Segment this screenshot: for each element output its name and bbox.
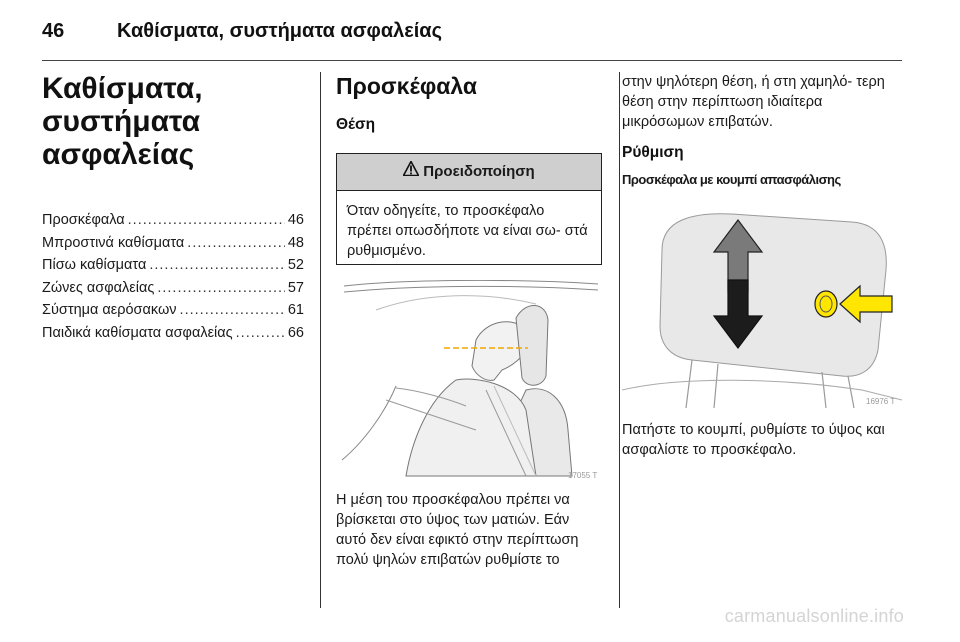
headrest-adjust-illustration	[622, 200, 902, 408]
adjustment-column	[622, 72, 904, 458]
toc-label: Σύστημα αερόσακων	[42, 302, 177, 318]
header-divider	[42, 60, 902, 61]
headrest-position-illustration	[336, 280, 600, 480]
warning-icon	[403, 154, 419, 190]
toc-page: 61	[287, 302, 304, 318]
toc-leader	[180, 299, 285, 322]
section-subtitle: Θέση	[336, 116, 376, 133]
watermark: carmanualsonline.info	[724, 606, 904, 626]
warning-title: Προειδοποίηση	[423, 163, 535, 180]
toc-item[interactable]	[42, 299, 304, 322]
toc-leader	[128, 209, 285, 232]
figure-code-1: 17055 T	[568, 471, 598, 480]
toc-label: Προσκέφαλα	[42, 212, 125, 228]
adjust-instruction: Πατήστε το κουμπί, ρυθμίστε το ύψος και ασφαλίστε το προσκέφαλο.	[622, 422, 885, 458]
chapter-column	[42, 72, 304, 344]
toc-item[interactable]	[42, 277, 304, 300]
adjustment-subtitle: Προσκέφαλα με κουμπί απασφάλισης	[622, 172, 841, 187]
toc-page: 46	[287, 212, 304, 228]
table-of-contents	[42, 209, 304, 344]
warning-header	[337, 154, 601, 191]
chapter-title: Καθίσματα, συστήματα ασφαλείας	[42, 72, 203, 171]
continuation-text: στην ψηλότερη θέση, ή στη χαμηλό- τερη θέση στην περίπτωση ιδιαίτερα μικρόσωμων επιβατών.	[622, 74, 885, 130]
release-button	[815, 291, 837, 317]
toc-label: Παιδικά καθίσματα ασφαλείας	[42, 324, 233, 341]
toc-label: Πίσω καθίσματα	[42, 257, 147, 273]
toc-leader	[187, 232, 285, 255]
column-divider	[320, 72, 321, 608]
toc-item[interactable]	[42, 254, 304, 277]
toc-label: Ζώνες ασφαλείας	[42, 279, 155, 296]
column-divider-2	[619, 72, 620, 608]
warning-text: Όταν οδηγείτε, το προσκέφαλο πρέπει οπωσδήποτε να είναι σω- στά ρυθμισμένο.	[347, 203, 588, 259]
toc-page: 66	[287, 324, 304, 341]
toc-item[interactable]	[42, 209, 304, 232]
page-header	[42, 14, 902, 54]
toc-page: 52	[287, 257, 304, 273]
section-title: Προσκέφαλα	[336, 73, 478, 99]
page-number: 46	[42, 20, 65, 42]
warning-box	[336, 153, 602, 265]
adjustment-title: Ρύθμιση	[622, 144, 684, 161]
toc-leader	[236, 322, 285, 345]
toc-item[interactable]	[42, 232, 304, 255]
position-instruction: Η μέση του προσκέφαλου πρέπει να βρίσκεται στο ύψος των ματιών. Εάν αυτό δεν είναι εφικτό στην περίπτωση πολύ ψηλών επιβατών ρυθμίστε το	[336, 492, 579, 568]
section-column	[336, 72, 602, 568]
toc-page: 48	[287, 234, 304, 251]
toc-page: 57	[287, 279, 304, 296]
toc-label: Μπροστινά καθίσματα	[42, 234, 185, 251]
running-title: Καθίσματα, συστήματα ασφαλείας	[117, 20, 442, 42]
toc-item[interactable]	[42, 322, 304, 345]
toc-leader	[157, 277, 285, 300]
toc-leader	[149, 254, 285, 277]
figure-code-2: 16976 T	[866, 397, 896, 406]
